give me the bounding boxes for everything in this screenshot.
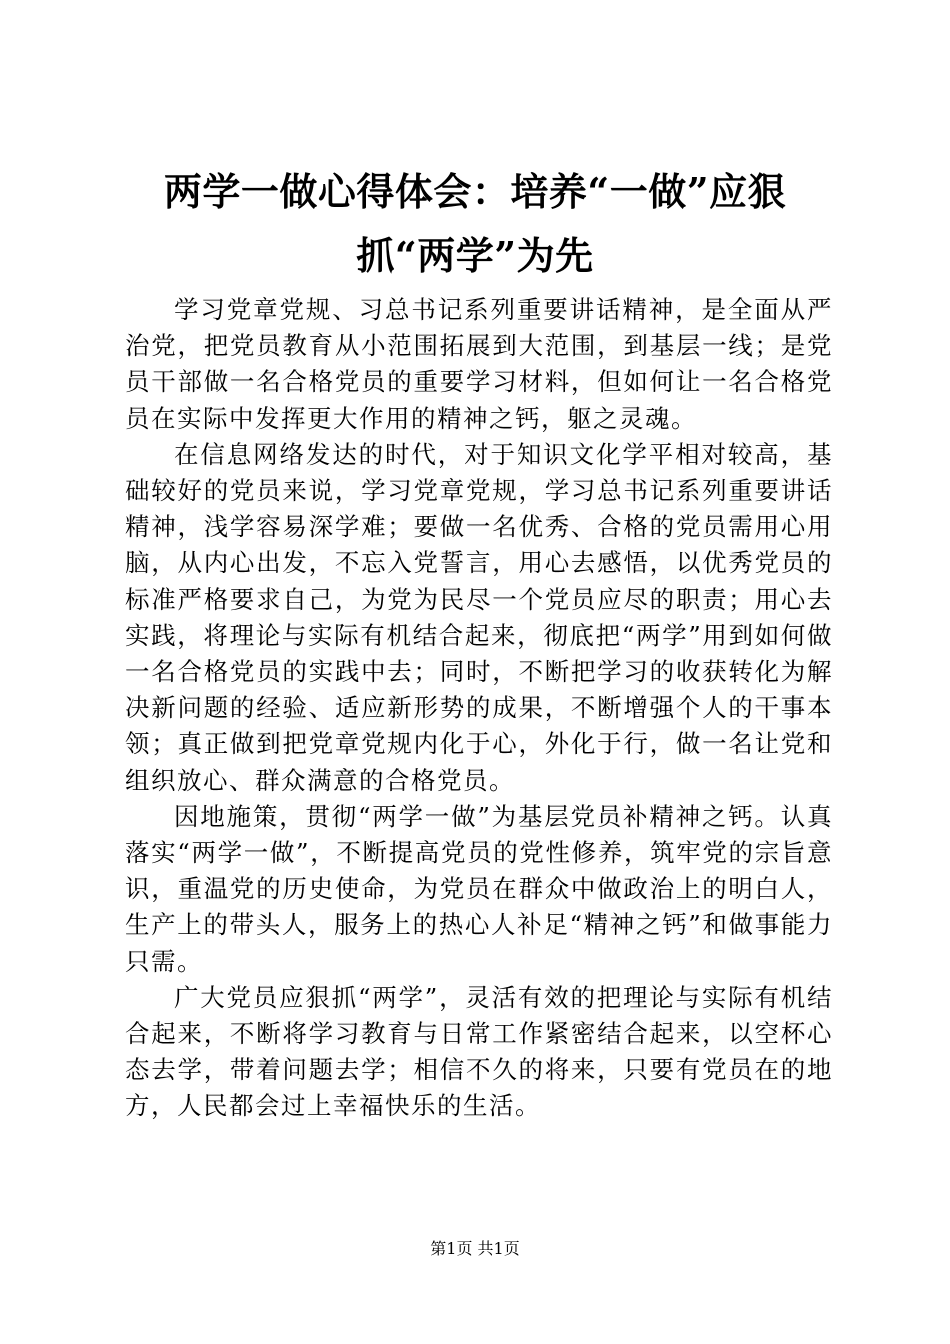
page-footer: 第1页 共1页	[430, 1239, 520, 1258]
paragraph-2: 在信息网络发达的时代，对于知识文化学平相对较高，基础较好的党员来说，学习党章党规，学习总书记系列重要讲话精神，浅学容易深学难；要做一名优秀、合格的党员需用心用脑，从内心出发，不忘入党誓言，用心去感悟，以优秀党员的标准严格要求自己，为党为民尽一个党员应尽的职责；用心去实践，将理论与实际有机结合起来，彻底把“两学”用到如何做一名合格党员的实践中去；同时，不断把学习的收获转化为解决新问题的经验、适应新形势的成果，不断增强个人的干事本领；真正做到把党章党规内化于心，外化于行，做一名让党和组织放心、群众满意的合格党员。	[125, 439, 833, 795]
document-title: 两学一做心得体会：培养“一做”应狠抓“两学”为先	[163, 169, 787, 278]
document-body	[125, 292, 833, 1125]
paragraph-3: 因地施策，贯彻“两学一做”为基层党员补精神之钙。认真落实“两学一做”，不断提高党员的党性修养，筑牢党的宗旨意识，重温党的历史使命，为党员在群众中做政治上的明白人，生产上的带头人，服务上的热心人补足“精神之钙”和做事能力只需。	[125, 801, 833, 976]
paragraph-4: 广大党员应狠抓“两学”，灵活有效的把理论与实际有机结合起来，不断将学习教育与日常工作紧密结合起来，以空杯心态去学，带着问题去学；相信不久的将来，只要有党员在的地方，人民都会过上幸福快乐的生活。	[125, 982, 833, 1121]
paragraph-1: 学习党章党规、习总书记系列重要讲话精神，是全面从严治党，把党员教育从小范围拓展到大范围，到基层一线；是党员干部做一名合格党员的重要学习材料，但如何让一名合格党员在实际中发挥更大作用的精神之钙，躯之灵魂。	[125, 295, 833, 433]
